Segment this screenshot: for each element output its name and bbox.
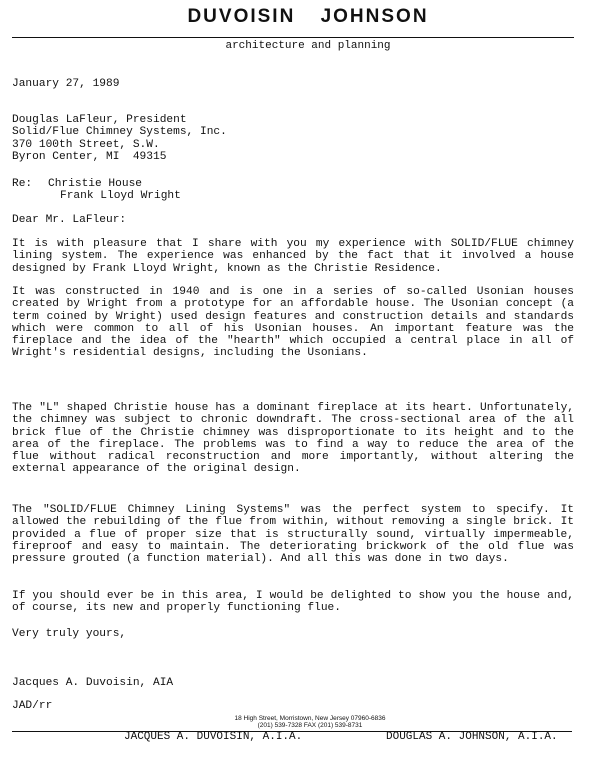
letter-date: January 27, 1989 (12, 78, 120, 90)
recipient-line: Solid/Flue Chimney Systems, Inc. (12, 126, 227, 139)
body-paragraph: It is with pleasure that I share with you my experience with SOLID/FLUE chimney lining system. The experience was enhanced by the fact that it involved a house designed by Frank Lloyd Wright, known as the Christie Residence. (12, 238, 574, 275)
re-line: Christie House (48, 178, 142, 190)
recipient-address (12, 114, 574, 163)
footer-partner-left: JACQUES A. DUVOISIN, A.I.A. (124, 731, 303, 743)
closing: Very truly yours, (12, 628, 127, 640)
salutation: Dear Mr. LaFleur: (12, 214, 127, 226)
letterhead-tagline: architecture and planning (225, 40, 391, 52)
body-paragraph: It was constructed in 1940 and is one in a series of so-called Usonian houses created by Wright from a prototype for an affordable house. The Usonian concept (a term coined by Wright) used design features and construction details and standards which were common to all of his Usonian houses. An important feature was the fireplace and the idea of the "hearth" which occupied a central place in all of Wright's residential designs, including the Usonians. (12, 286, 574, 360)
re-label: Re: (12, 178, 33, 190)
subject-reference (12, 178, 574, 203)
typist-initials: JAD/rr (12, 700, 53, 712)
body-paragraph: If you should ever be in this area, I would be delighted to show you the house and, of course, its new and properly functioning flue. (12, 590, 574, 615)
signer-name: Jacques A. Duvoisin, AIA (12, 677, 174, 689)
footer-partner-right: DOUGLAS A. JOHNSON, A.I.A. (386, 731, 558, 743)
re-line: Frank Lloyd Wright (60, 190, 181, 203)
letterhead-firm-name: DUVOISIN JOHNSON (187, 6, 429, 27)
recipient-line: Byron Center, MI 49315 (12, 150, 167, 163)
footer-address-line: 18 High Street, Morristown, New Jersey 07960-6836 (234, 715, 386, 722)
body-paragraph: The "SOLID/FLUE Chimney Lining Systems" was the perfect system to specify. It allowed the rebuilding of the flue from within, without removing a single brick. It provided a flue of proper size that is structurally sound, virtually impermeable, fireproof and easy to maintain. The deteriorating brickwork of the old flue was pressure grouted (a function material). And all this was done in two days. (12, 504, 574, 566)
recipient-line: 370 100th Street, S.W. (12, 138, 160, 151)
recipient-line: Douglas LaFleur, President (12, 114, 187, 126)
body-paragraph: The "L" shaped Christie house has a dominant fireplace at its heart. Unfortunately, the chimney was subject to chronic downdraft. The cross-sectional area of the all brick flue of the Christie chimney was disproportionate to its height and to the area of the fireplace. The problems was to find a way to reduce the area of the flue without radical reconstruction and more importantly, without altering the external appearance of the original design. (12, 402, 574, 476)
footer-phone-line: (201) 539-7328 FAX (201) 539-8731 (257, 722, 363, 729)
letterhead-rule (12, 37, 574, 38)
footer-address (180, 715, 440, 729)
